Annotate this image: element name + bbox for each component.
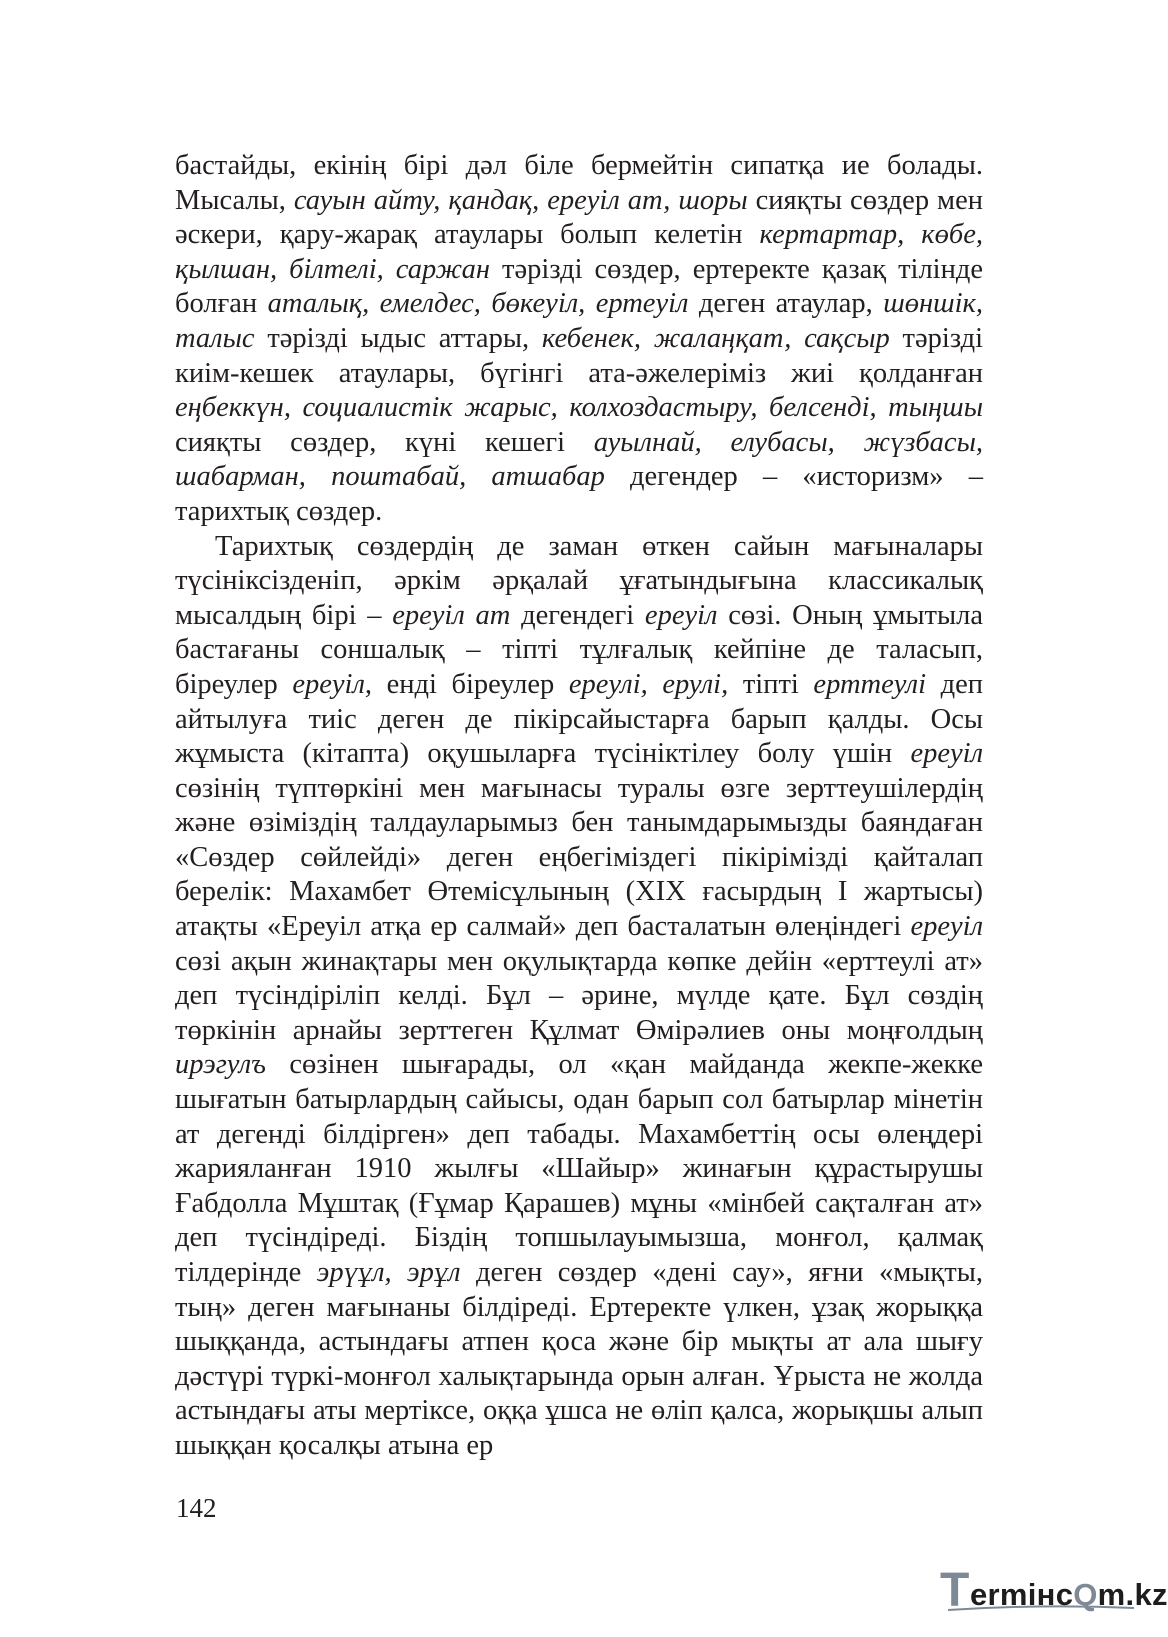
italic-term: еңбеккүн, социалистік жарыс, колхоздастыру, белсенді, тыңшы: [175, 392, 983, 424]
italic-term: ауылнай, елубасы, жүзбасы, шабарман, поштабай, атшабар: [175, 426, 983, 493]
italic-term: аталық, емелдес, бөкеуіл, ертеуіл: [267, 288, 689, 320]
page-body-text: [175, 149, 983, 1464]
text-run: бастайды, екінің бірі дәл біле бермейтін сипатқа ие болады. Мысалы,: [175, 150, 983, 216]
terminqom-watermark-logo: [940, 1564, 1168, 1618]
italic-term: ереуіл: [910, 738, 983, 770]
watermark-t-letter: T: [940, 1564, 970, 1617]
text-run: сөзі. Оның ұмытыла бастағаны соншалық – тіпті тұлғалық кейпіне де таласып, біреулер: [175, 599, 983, 700]
paragraph-1: [175, 149, 983, 530]
text-run: деген атаулар,: [688, 288, 884, 320]
text-run: деп айтылуға тиіс деген де пікірсайыстарға барып қалды. Осы жұмыста (кітапта) оқушыларға түсініктілеу болу үшін: [175, 668, 983, 770]
italic-term: кертартар, көбе, қылшан, білтелі, саржан: [175, 219, 983, 285]
text-run: енді біреулер: [372, 668, 569, 700]
italic-term: эрүұл, эрұл: [316, 1257, 461, 1288]
italic-term: ирэгулъ: [175, 1049, 266, 1081]
italic-term: ереуіл: [910, 911, 983, 943]
page-number: 142: [176, 1493, 217, 1523]
text-run: тәрізді ыдыс аттары,: [254, 322, 542, 354]
text-run: тіпті: [728, 668, 814, 700]
text-run: дегендер – «историзм» – тарихтық сөздер.: [175, 461, 983, 527]
italic-term: сауын айту, қандақ, ереуіл ат, шоры: [293, 184, 748, 216]
paragraph-2: [175, 530, 983, 1464]
italic-term: кебенек, жалаңқат, сақсыр: [541, 322, 890, 354]
watermark-text-after: m.kz: [1097, 1577, 1168, 1612]
text-run: тәрізді сөздер, ертеректе қазақ тілінде болған: [175, 253, 984, 320]
text-run: сияқты сөздер мен әскери, қару-жарақ атаулары болып келетін: [175, 184, 983, 251]
italic-term: ереуіл: [644, 599, 718, 631]
italic-term: ерттеулі: [813, 668, 926, 700]
italic-term: ереуіл ат: [392, 599, 511, 631]
text-run: сөзі ақын жинақтары мен оқулықтарда көпке дейін «ерттеулі ат» деп түсіндіріліп келді. Бұл – әрине, мүлде қате. Бұл сөздің төркінін арнайы зерттеген Құлмат Өмірәлиев оны моңғолдың: [175, 945, 983, 1046]
text-run: сөзінен шығарады, ол «қан майданда жекпе-жекке шығатын батырлардың сайысы, одан барып сол батырлар мінетін ат дегенді білдірген» деп табады. Махамбеттің осы өлеңдері жарияланған 1910 жылғы «Шайыр» жинағын құрастырушы Ғабдолла Мұштақ (Ғұмар Қарашев) мұны «мінбей сақталған ат» деп түсіндіреді. Біздің топшылауымызша, монғол, қалмақ тілдерінде: [175, 1049, 983, 1288]
text-run: сияқты сөздер, күні кешегі: [175, 426, 594, 458]
text-run: деген сөздер «дені сау», яғни «мықты, тың» деген мағынаны білдіреді. Ертеректе үлкен, ұзақ жорыққа шыққанда, астындағы атпен қоса және бір мықты ат ала шығу дәстүрі түркі-монғол халықтарында орын алған. Ұрыста не жолда астындағы аты мертіксе, оққа ұшса не өліп қалса, жорықшы алып шыққан қосалқы атына ер: [175, 1257, 983, 1461]
watermark-text-before: ermiнc: [970, 1577, 1074, 1612]
italic-term: ереуіл,: [292, 668, 372, 700]
text-run: тәрізді киім-кешек атаулары, бүгінгі ата-әжелеріміз жиі қолданған: [175, 322, 983, 389]
text-run: Тарихтық сөздердің де заман өткен сайын мағыналары түсініксізденіп, әркім әрқалай ұғатындығына классикалық мысалдың бірі –: [175, 530, 983, 631]
italic-term: ереулі, ерулі,: [568, 668, 729, 700]
text-run: сөзінің түптөркіні мен мағынасы туралы өзге зерттеушілердің және өзіміздің талдауларымыз бен танымдарымызды баяндаған «Сөздер сөйлейді» деген еңбегіміздегі пікірімізді қайталап берелік: Махамбет Өтемісұлының (XIX ғасырдың I жартысы) атақты «Ереуіл атқа ер салмай» деп басталатын өлеңіндегі: [175, 772, 983, 943]
text-run: дегендегі: [510, 599, 645, 631]
watermark-swoosh-icon: [946, 1602, 1136, 1614]
italic-term: шөншік, талыс: [175, 288, 983, 354]
watermark-q-letter: Q: [1073, 1577, 1098, 1612]
